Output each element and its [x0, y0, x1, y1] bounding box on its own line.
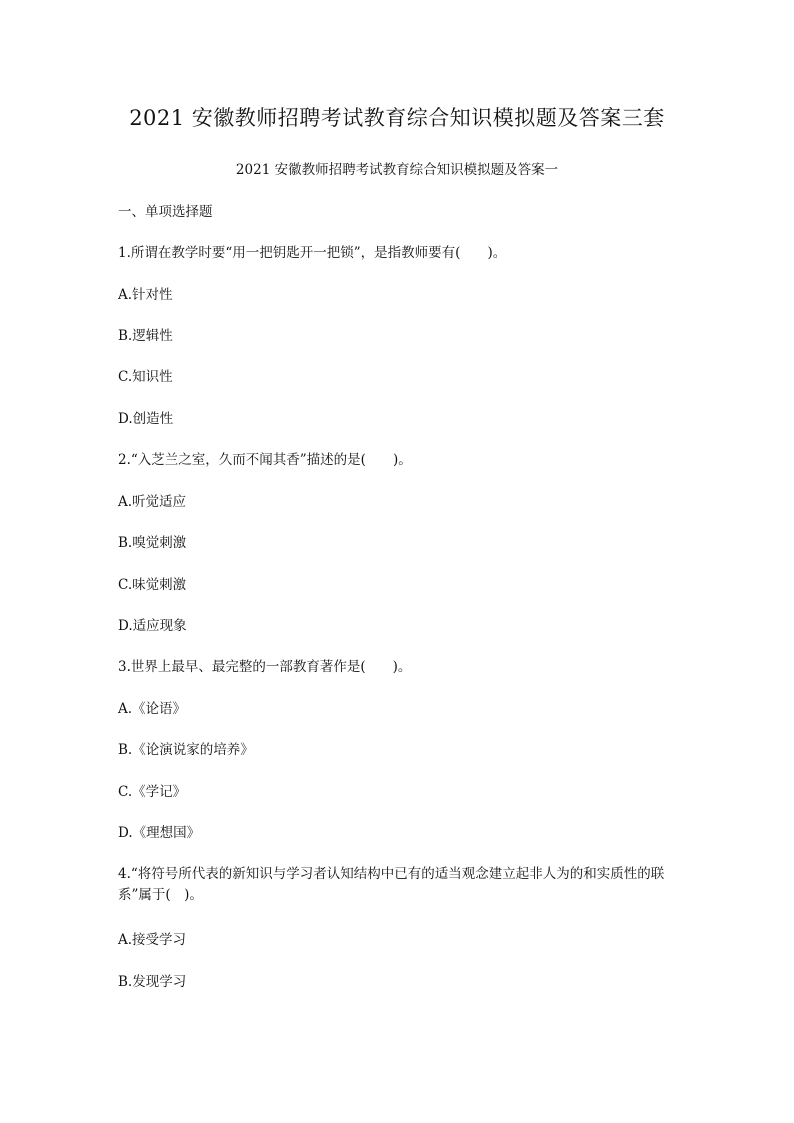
question-stem: 4.“将符号所代表的新知识与学习者认知结构中已有的适当观念建立起非人为的和实质性的联系”属于( )。 [118, 866, 665, 903]
option: B.嗅觉刺激 [118, 535, 187, 551]
option: B.发现学习 [118, 974, 187, 990]
question-stem: 2.“入芝兰之室，久而不闻其香”描述的是( )。 [118, 452, 412, 468]
option: C.《学记》 [118, 784, 187, 800]
question-stem: 1.所谓在教学时要“用一把钥匙开一把锁”，是指教师要有( )。 [118, 245, 507, 261]
option: D.适应现象 [118, 618, 187, 634]
question-stem: 3.世界上最早、最完整的一部教育著作是( )。 [118, 659, 412, 675]
option: A.接受学习 [118, 932, 187, 948]
option: C.味觉刺激 [118, 577, 187, 593]
option: C.知识性 [118, 369, 173, 385]
option: D.创造性 [118, 411, 174, 427]
section-heading: 一、单项选择题 [118, 204, 213, 220]
document-subtitle: 2021 安徽教师招聘考试教育综合知识模拟题及答案一 [235, 162, 559, 178]
option: B.逻辑性 [118, 328, 173, 344]
option: D.《理想国》 [118, 825, 201, 841]
option: A.听觉适应 [118, 494, 187, 510]
document-title: 2021 安徽教师招聘考试教育综合知识模拟题及答案三套 [129, 106, 665, 130]
option: A.针对性 [118, 287, 173, 303]
option: B.《论演说家的培养》 [118, 742, 254, 758]
option: A.《论语》 [118, 701, 187, 717]
